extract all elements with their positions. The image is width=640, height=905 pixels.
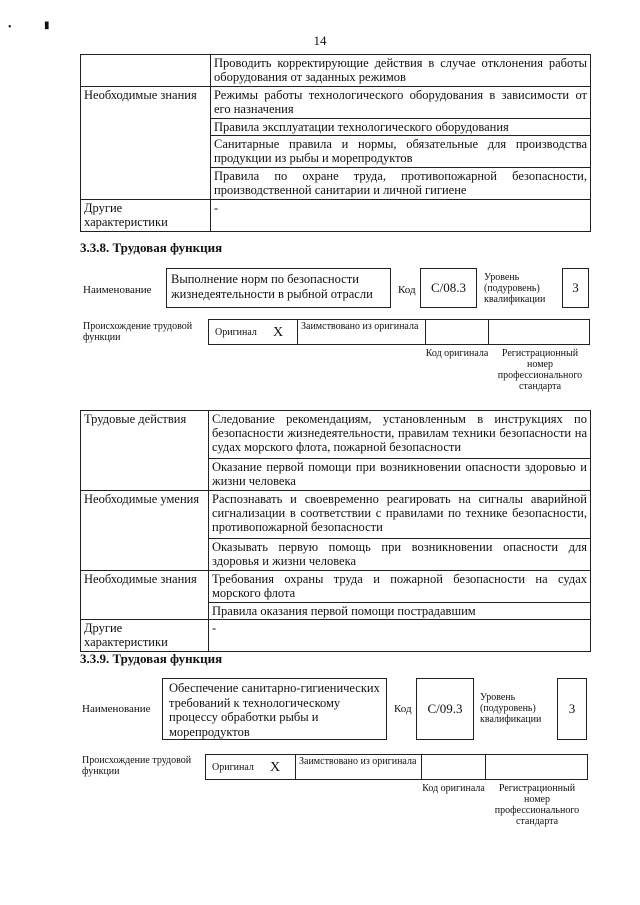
- scan-mark: •: [8, 22, 12, 33]
- row-item: Правила эксплуатации технологического оборудования: [211, 119, 591, 136]
- table-row: [81, 87, 591, 119]
- original-cell: [208, 319, 298, 345]
- level-label: Уровень (подуровень) квалификации: [484, 272, 546, 305]
- section-heading-338: 3.3.8. Трудовая функция: [80, 240, 223, 255]
- level-value-box: 3: [562, 268, 589, 308]
- caption-code-original: Код оригинала: [422, 783, 485, 794]
- original-mark: X: [273, 325, 284, 340]
- reg-number-cell: [488, 319, 590, 345]
- page-number: 14: [313, 33, 327, 48]
- original-label: Оригинал: [212, 762, 254, 773]
- table-row: [81, 411, 591, 459]
- code-label: Код: [398, 284, 416, 296]
- table-previous-function: [80, 54, 591, 232]
- level-value-box: 3: [557, 678, 587, 740]
- row-item: Правила оказания первой помощи пострадавшим: [209, 603, 591, 620]
- scan-mark: ▮: [44, 20, 50, 31]
- row-label: Трудовые действия: [81, 411, 209, 491]
- row-item: Требования охраны труда и пожарной безопасности на судах морского флота: [209, 571, 591, 603]
- table-row: [81, 620, 591, 652]
- borrowed-cell: Заимствовано из оригинала: [297, 319, 426, 345]
- caption-reg-number: Регистрационный номер профессионального стандарта: [497, 348, 583, 392]
- row-label: [81, 55, 211, 87]
- table-row: [81, 55, 591, 87]
- origin-label: Происхождение трудовой функции: [83, 321, 193, 343]
- function-name-box: Обеспечение санитарно-гигиенических требований к технологическому процессу обработки рыбы и морепродуктов: [162, 678, 387, 740]
- code-label: Код: [394, 703, 412, 715]
- row-label: Другие характеристики: [81, 200, 211, 232]
- origin-row: [205, 754, 588, 780]
- caption-reg-number: Регистрационный номер профессионального стандарта: [494, 783, 580, 827]
- table-function-338: [80, 410, 591, 652]
- row-item: Оказание первой помощи при возникновении опасности здоровью и жизни человека: [209, 459, 591, 491]
- original-cell: [205, 754, 296, 780]
- table-row: [81, 571, 591, 603]
- table-row: [81, 200, 591, 232]
- code-original-cell: [425, 319, 489, 345]
- row-item: Проводить корректирующие действия в случае отклонения работы оборудования от заданных режимов: [211, 55, 591, 87]
- original-mark: X: [270, 760, 281, 775]
- section-heading-339: 3.3.9. Трудовая функция: [80, 651, 223, 666]
- row-item: Правила по охране труда, противопожарной безопасности, производственной санитарии и личной гигиене: [211, 168, 591, 200]
- origin-label: Происхождение трудовой функции: [82, 755, 192, 777]
- row-label: Необходимые знания: [81, 571, 209, 620]
- reg-number-cell: [485, 754, 588, 780]
- code-value-box: C/09.3: [416, 678, 474, 740]
- row-item: Санитарные правила и нормы, обязательные для производства продукции из рыбы и морепродуктов: [211, 136, 591, 168]
- row-label: Другие характеристики: [81, 620, 209, 652]
- row-item: Следование рекомендациям, установленным в инструкциях по безопасности жизнедеятельности, правилам техники безопасности на судах морского флота, пожарной безопасности: [209, 411, 591, 459]
- code-value-box: C/08.3: [420, 268, 477, 308]
- table-row: [81, 491, 591, 539]
- level-label: Уровень (подуровень) квалификации: [480, 692, 542, 725]
- row-label: Необходимые умения: [81, 491, 209, 571]
- row-item: Распознавать и своевременно реагировать на сигналы аварийной сигнализации в соответствии с правилами по технике безопасности, противопожарной безопасности: [209, 491, 591, 539]
- row-item: -: [209, 620, 591, 652]
- name-label: Наименование: [83, 284, 152, 296]
- code-original-cell: [421, 754, 486, 780]
- row-label: Необходимые знания: [81, 87, 211, 200]
- original-label: Оригинал: [215, 327, 257, 338]
- function-name-box: Выполнение норм по безопасности жизнедеятельности в рыбной отрасли: [166, 268, 391, 308]
- row-item: Оказывать первую помощь при возникновении опасности для здоровья и жизни человека: [209, 539, 591, 571]
- caption-code-original: Код оригинала: [425, 348, 489, 359]
- borrowed-cell: Заимствовано из оригинала: [295, 754, 422, 780]
- origin-row: [208, 319, 590, 345]
- row-item: -: [211, 200, 591, 232]
- row-item: Режимы работы технологического оборудования в зависимости от его назначения: [211, 87, 591, 119]
- name-label: Наименование: [82, 703, 151, 715]
